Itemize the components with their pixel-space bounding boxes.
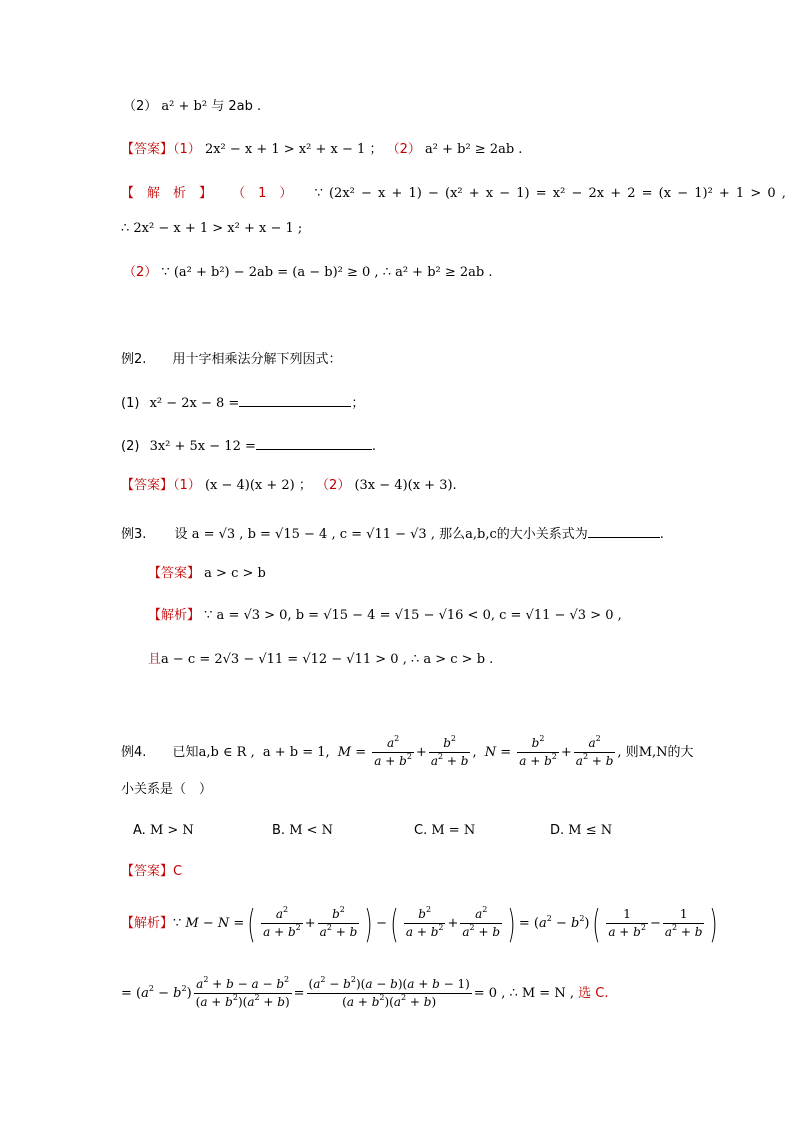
option-d[interactable]: D. M ≤ N bbox=[550, 823, 613, 838]
answer-tag: 【答案】 bbox=[148, 566, 201, 581]
example-label: 例2. bbox=[121, 352, 147, 367]
part2-math: a² + b² bbox=[161, 99, 208, 114]
answer-tag: 【答案】 bbox=[121, 478, 174, 493]
analysis-part-label: （ 1 ） bbox=[232, 186, 293, 201]
part2-question: （2） a² + b² 与 2ab . bbox=[123, 99, 262, 114]
analysis-math: ∵ (2x² − x + 1) − (x² + x − 1) = x² − 2x + 2 = (x − 1)² + 1 > 0 , bbox=[314, 186, 786, 201]
example4-answer bbox=[121, 863, 182, 881]
example2-q1: (1) x² − 2x − 8 = ； bbox=[121, 393, 364, 413]
choose-answer: 选 C. bbox=[578, 986, 609, 1001]
m-definition: M = $\frac{a^2}{a + b^2}$ + $\frac{b^2}{a^2 + b}$ , bbox=[337, 734, 481, 768]
analysis-math: ∵ (a² + b²) − 2ab = (a − b)² ≥ 0 , ∴ a² + b² ≥ 2ab . bbox=[161, 265, 493, 280]
answer-block-1 bbox=[121, 141, 522, 159]
example-title: 用十字相乘法分解下列因式： bbox=[172, 352, 342, 367]
option-a[interactable]: A. M > N bbox=[133, 823, 194, 838]
example3-question: 例3. 设 a = √3 , b = √15 − 4 , c = √11 − √3 , 那么a,b,c的大小关系式为 . bbox=[121, 524, 664, 544]
option-c[interactable]: C. M = N bbox=[414, 823, 476, 838]
answer-value: C bbox=[173, 864, 183, 879]
example4-analysis-line1 bbox=[121, 902, 721, 946]
example2-q2: (2) 3x² + 5x − 12 = . bbox=[121, 436, 376, 456]
example2-title bbox=[121, 351, 342, 369]
analysis-expression-1: ∵ M − N =( $\frac{a^2}{a + b^2}$ + $\frac{b^2}{a^2 + b}$ ) −( $\frac{b^2}{a + b^2}$ + $\frac{a^2}{a^2 + b}$ ) = $(a^2 - b^2)$( $\frac{1}{a + b^2}$ − $\frac{1}{a^2 + b}$ ) bbox=[173, 901, 718, 946]
analysis-tag: 【解析】 bbox=[121, 916, 174, 931]
part2-tail: 与 2ab . bbox=[211, 99, 262, 114]
example3-answer: 【答案】 a > c > b bbox=[148, 566, 266, 581]
example4-question-line1: 例4. 已知a,b ∈ R , a + b = 1, M = $\frac{a^2}{a + b^2}$ + $\frac{b^2}{a^2 + b}$ , N = $\frac{b^2}{a + b^2}$ + $\frac{a^2}{a^2 + b}$ , 则M,N的大 bbox=[121, 734, 694, 768]
analysis-tag: 【 解 析 】 bbox=[121, 186, 213, 201]
answer-part-label: （2） bbox=[386, 142, 421, 157]
answer-blank bbox=[588, 524, 660, 538]
example4-analysis-line2: = $(a^2 - b^2)$ $\frac{a^2 + b - a - b^2}{(a + b^2)(a^2 + b)}$ = $\frac{(a^2 - b^2)(a - b)(a + b - 1)}{(a + b^2)(a^2 + b)}$ = 0 , ∴ M = N , 选 C. bbox=[121, 975, 609, 1009]
n-definition: N = $\frac{b^2}{a + b^2}$ + $\frac{a^2}{a^2 + b}$ , bbox=[484, 734, 626, 768]
example3-analysis-line2: 且a − c = 2√3 − √11 = √12 − √11 > 0 , ∴ a > c > b . bbox=[148, 652, 494, 667]
example-label: 例4. bbox=[121, 745, 147, 760]
example-label: 例3. bbox=[121, 527, 147, 542]
example4-question-line2: 小关系是（ ） bbox=[121, 782, 213, 797]
analysis-part-label: （2） bbox=[123, 265, 158, 280]
analysis-block-1-line1 bbox=[121, 185, 786, 203]
option-b[interactable]: B. M < N bbox=[272, 823, 334, 838]
example3-analysis-line1: 【解析】 ∵ a = √3 > 0, b = √15 − 4 = √15 − √16 < 0, c = √11 − √3 > 0 , bbox=[148, 608, 622, 623]
analysis-tag: 【解析】 bbox=[148, 608, 201, 623]
answer-math: 2x² − x + 1 > x² + x − 1 bbox=[204, 142, 366, 157]
answer-part-label: （1） bbox=[173, 142, 201, 157]
answer-math: a² + b² ≥ 2ab . bbox=[425, 142, 523, 157]
answer-blank bbox=[239, 393, 351, 407]
analysis-expression-2: = $(a^2 - b^2)$ $\frac{a^2 + b - a - b^2}{(a + b^2)(a^2 + b)}$ = $\frac{(a^2 - b^2)(a - b)(a + b - 1)}{(a + b^2)(a^2 + b)}$ bbox=[121, 975, 470, 1009]
analysis-block-1-line2: ∴ 2x² − x + 1 > x² + x − 1 ; bbox=[121, 221, 303, 236]
answer-tag: 【答案】 bbox=[121, 864, 174, 879]
analysis-block-1-line3 bbox=[123, 264, 493, 282]
example2-answer: 【答案】（1） (x − 4)(x + 2) ； （2） (3x − 4)(x + 3). bbox=[121, 478, 457, 493]
answer-tag: 【答案】 bbox=[121, 142, 174, 157]
separator: ； bbox=[369, 142, 383, 157]
answer-blank bbox=[256, 436, 372, 450]
